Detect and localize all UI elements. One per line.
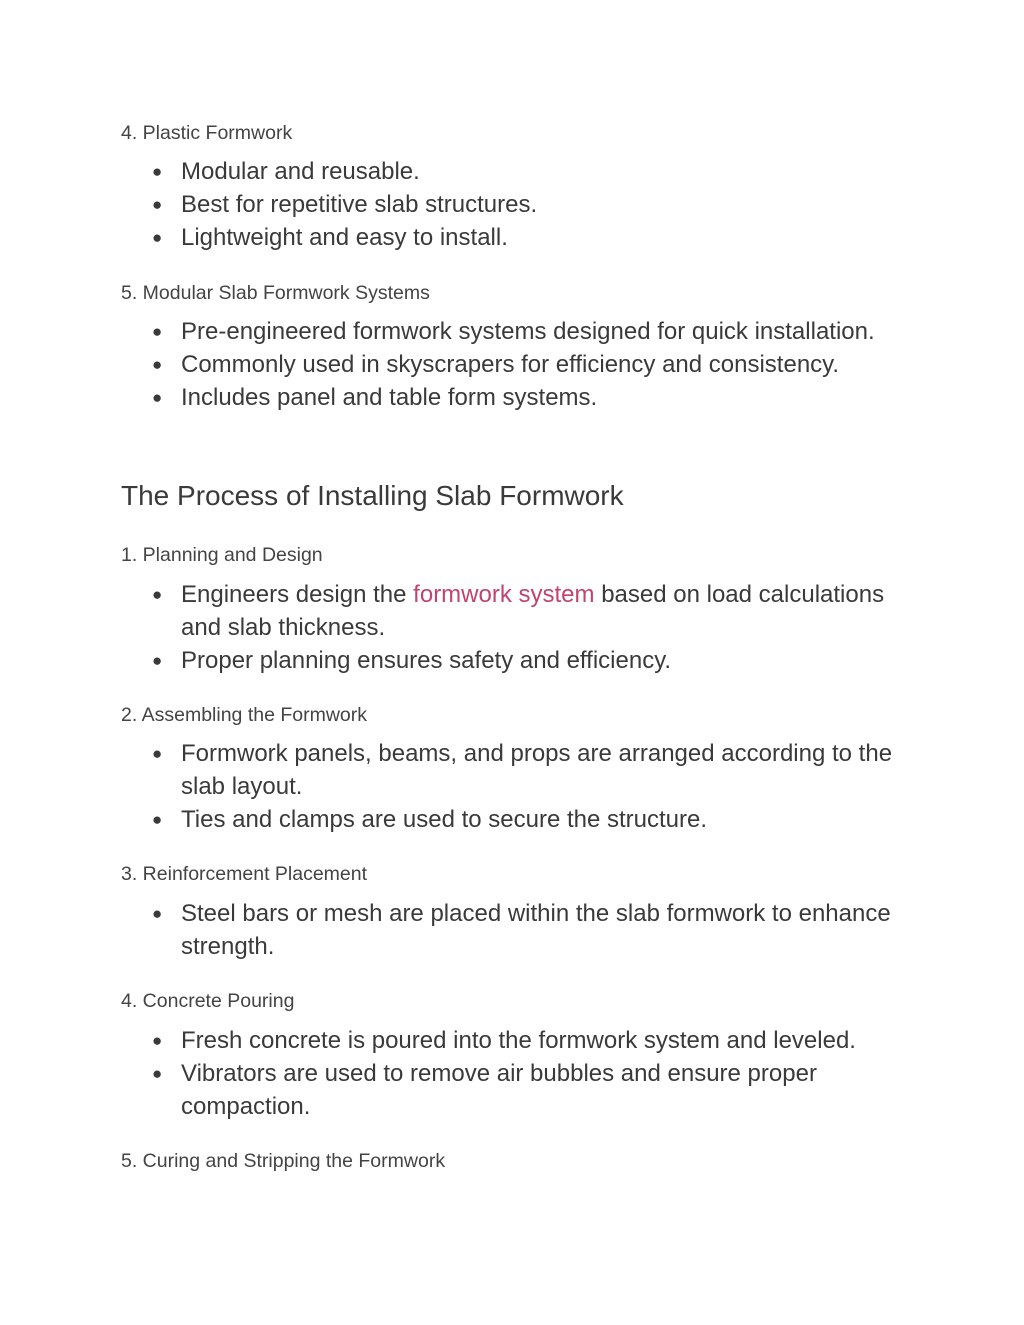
list-item-text: Steel bars or mesh are placed within the slab formwork to enhance strength. <box>181 900 891 961</box>
list-item <box>152 315 912 348</box>
bullet-icon: ● <box>152 744 163 763</box>
bullet-icon: ● <box>152 810 163 830</box>
bullet-icon: ● <box>152 651 163 671</box>
list-item-text: Lightweight and easy to install. <box>181 224 508 252</box>
list-item-text: Vibrators are used to remove air bubbles and ensure proper compaction. <box>181 1060 817 1121</box>
bullet-list-assembling-the-formwork <box>152 737 912 837</box>
step-title-assembling-the-formwork: 2. Assembling the Formwork <box>121 704 368 726</box>
bullet-icon: ● <box>152 228 163 248</box>
step-title-reinforcement-placement: 3. Reinforcement Placement <box>121 863 368 885</box>
list-item-text: Commonly used in skyscrapers for efficiency and consistency. <box>181 351 840 379</box>
list-item-text: Ties and clamps are used to secure the structure. <box>181 806 708 834</box>
list-item-text: Fresh concrete is poured into the formwork system and leveled. <box>181 1027 856 1054</box>
formwork-system-link[interactable]: formwork system <box>413 581 595 608</box>
bullet-list-plastic-formwork <box>152 155 912 255</box>
list-item <box>152 1057 912 1123</box>
list-item <box>152 1024 912 1057</box>
list-item <box>152 897 912 963</box>
step-title-planning-and-design: 1. Planning and Design <box>121 544 323 566</box>
list-item-text-after-link: based on load calculations and slab thickness. <box>181 581 885 642</box>
bullet-icon: ● <box>152 388 163 408</box>
list-item <box>152 737 912 803</box>
list-item-text: Pre-engineered formwork systems designed for quick installation. <box>181 318 875 345</box>
bullet-list-concrete-pouring <box>152 1024 912 1124</box>
list-item <box>152 348 912 381</box>
bullet-icon: ● <box>152 1031 163 1050</box>
bullet-icon: ● <box>152 355 163 375</box>
section-title-modular-slab-formwork: 5. Modular Slab Formwork Systems <box>121 282 430 304</box>
list-item-text: Includes panel and table form systems. <box>181 384 598 412</box>
bullet-icon: ● <box>152 195 163 215</box>
bullet-list-modular-slab-formwork <box>152 315 912 415</box>
list-item <box>152 221 912 254</box>
list-item-text: Formwork panels, beams, and props are arranged according to the slab layout. <box>181 740 893 801</box>
list-item-text-before-link: Engineers design the <box>181 581 414 608</box>
step-title-concrete-pouring: 4. Concrete Pouring <box>121 990 295 1012</box>
list-item <box>152 188 912 221</box>
section-title-plastic-formwork: 4. Plastic Formwork <box>121 122 293 144</box>
list-item-text: Proper planning ensures safety and efficiency. <box>181 647 672 675</box>
list-item <box>152 381 912 414</box>
list-item <box>152 803 912 836</box>
bullet-icon: ● <box>152 585 163 604</box>
bullet-list-reinforcement-placement <box>152 897 912 963</box>
bullet-icon: ● <box>152 904 163 923</box>
list-item <box>152 578 912 644</box>
bullet-icon: ● <box>152 322 163 341</box>
step-title-curing-and-stripping: 5. Curing and Stripping the Formwork <box>121 1150 446 1172</box>
bullet-list-planning-and-design <box>152 578 912 678</box>
list-item-text: Modular and reusable. <box>181 158 420 185</box>
list-item <box>152 644 912 677</box>
bullet-icon: ● <box>152 1064 163 1084</box>
list-item <box>152 155 912 188</box>
list-item-text: Best for repetitive slab structures. <box>181 191 538 219</box>
process-heading: The Process of Installing Slab Formwork <box>121 480 624 511</box>
bullet-icon: ● <box>152 162 163 181</box>
